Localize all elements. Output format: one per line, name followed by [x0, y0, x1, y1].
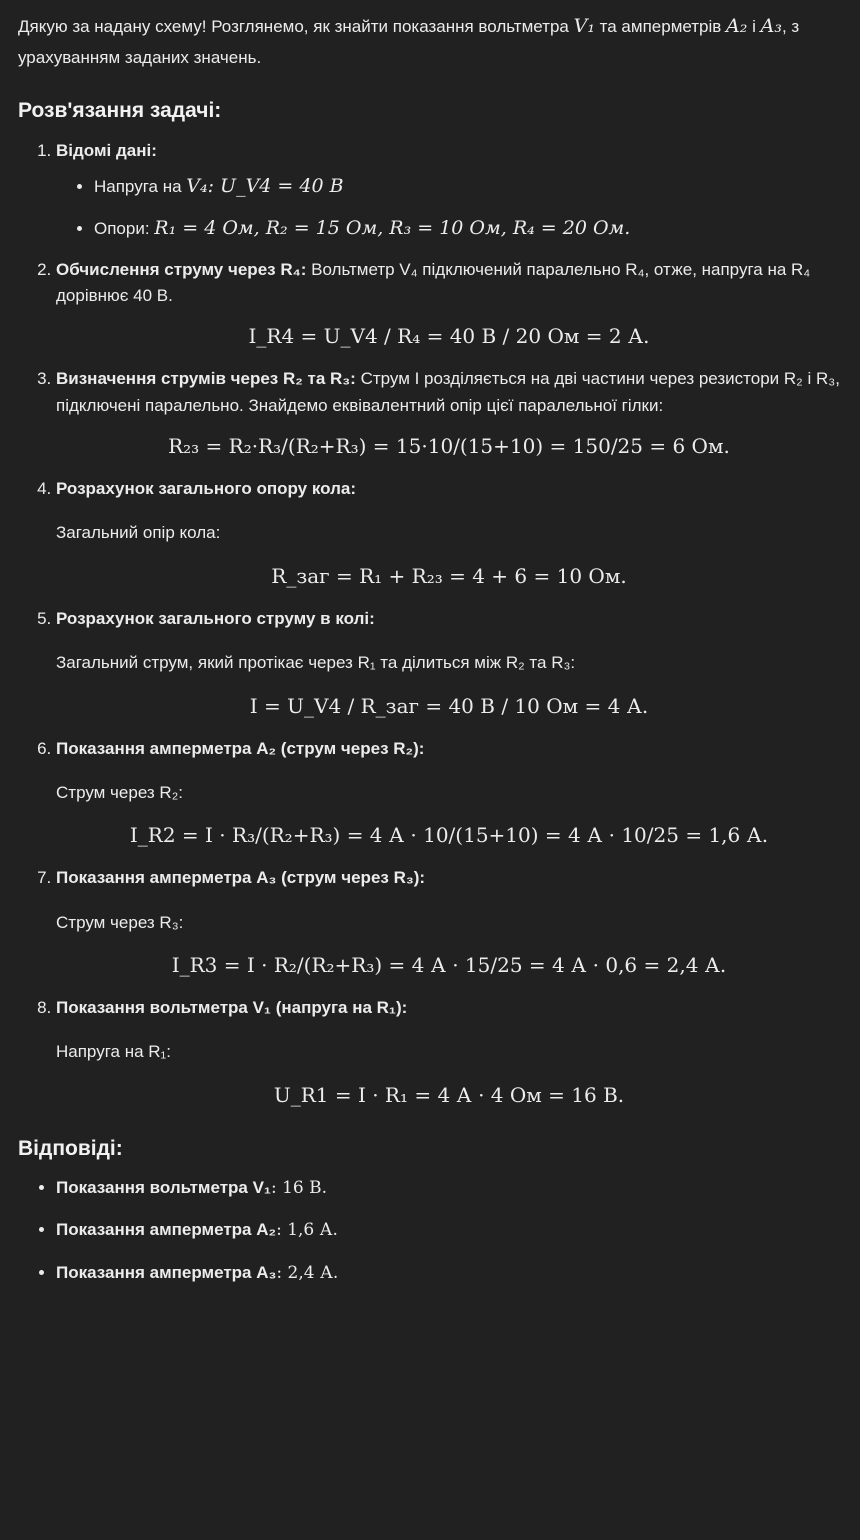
step-title: Визначення струмів через R₂ та R₃:: [56, 369, 356, 389]
known-data-list: [56, 172, 842, 244]
step-title: Розрахунок загального струму в колі:: [56, 608, 375, 628]
list-item: [56, 1260, 842, 1286]
step-title: Обчислення струму через R₄:: [56, 259, 307, 279]
step-ammeter-a2: [56, 736, 842, 852]
bullet-text: Опори:: [94, 219, 155, 239]
step-title: Показання амперметра A₃ (струм через R₃):: [56, 868, 426, 888]
equation-text: U_R1 = I · R₁ = 4 А · 4 Ом = 16 В.: [273, 1082, 625, 1107]
intro-text: Дякую за надану схему! Розглянемо, як знайти показання вольтметра: [18, 17, 574, 36]
list-item: [94, 172, 842, 201]
math-a2: A₂: [726, 15, 748, 37]
list-item: [94, 214, 842, 243]
answer-label: Показання вольтметра V₁: [56, 1178, 271, 1198]
answers-list: [18, 1175, 842, 1286]
step-text: Струм через R₃:: [56, 912, 184, 932]
step-known-data: [56, 138, 842, 244]
step-title: Відомі дані:: [56, 140, 157, 160]
list-item: [56, 1217, 842, 1243]
answer-label: Показання амперметра A₃: [56, 1262, 277, 1282]
step-voltmeter-v1: [56, 995, 842, 1111]
math-v1: V₁: [573, 15, 595, 37]
step-title: Показання амперметра A₂ (струм через R₂):: [56, 738, 425, 758]
math-a3: A₃: [760, 15, 782, 37]
step-current-r4: [56, 257, 842, 353]
step-text: Загальний струм, який протікає через R₁ та ділиться між R₂ та R₃:: [56, 653, 576, 673]
equation-text: I = U_V4 / R_заг = 40 В / 10 Ом = 4 А.: [249, 693, 649, 718]
math-inline: R₁ = 4 Ом, R₂ = 15 Ом, R₃ = 10 Ом, R₄ = 20 Ом.: [154, 217, 631, 240]
step-text: Струм через R₂:: [56, 782, 184, 802]
equation: [56, 820, 842, 851]
equation-text: I_R4 = U_V4 / R₄ = 40 В / 20 Ом = 2 А.: [248, 324, 650, 349]
equation-text: R_заг = R₁ + R₂₃ = 4 + 6 = 10 Ом.: [271, 563, 627, 588]
step-text: Струм I розділяється на дві частини через резистори R₂ і R₃, підключені паралельно. Знайдемо еквівалентний опір цієї паралельної гілки:: [56, 369, 840, 415]
intro-text: і: [747, 17, 761, 36]
answer-label: Показання амперметра A₂: [56, 1220, 277, 1240]
equation-text: I_R2 = I · R₃/(R₂+R₃) = 4 А · 10/(15+10) = 4 А · 10/25 = 1,6 А.: [129, 823, 769, 848]
bullet-text: Напруга на: [94, 176, 187, 196]
step-text: Загальний опір кола:: [56, 523, 221, 543]
solution-steps: [18, 138, 842, 1111]
equation: [56, 691, 842, 722]
step-title: Показання вольтметра V₁ (напруга на R₁):: [56, 997, 408, 1017]
step-total-resistance: [56, 476, 842, 592]
list-item: [56, 1175, 842, 1201]
equation-text: I_R3 = I · R₂/(R₂+R₃) = 4 А · 15/25 = 4 А · 0,6 = 2,4 А.: [171, 952, 727, 977]
equation: [56, 950, 842, 981]
step-currents-r2-r3: [56, 366, 842, 462]
solution-heading: Розв'язання задачі:: [18, 99, 222, 122]
math-inline: V₄: U_V4 = 40 В: [186, 174, 344, 197]
step-text: Напруга на R₁:: [56, 1042, 172, 1062]
equation: [56, 431, 842, 462]
equation: [56, 1080, 842, 1111]
intro-text: та амперметрів: [594, 17, 727, 36]
step-total-current: [56, 606, 842, 722]
intro-paragraph: [18, 10, 842, 73]
answer-value: : 1,6 А.: [276, 1220, 338, 1241]
answer-value: : 16 В.: [270, 1178, 328, 1199]
equation: [56, 321, 842, 352]
answer-value: : 2,4 А.: [276, 1262, 339, 1283]
answers-heading: Відповіді:: [18, 1136, 123, 1160]
answers-section: [18, 1133, 842, 1287]
step-ammeter-a3: [56, 865, 842, 981]
intro-text: , з урахуванням заданих значень.: [18, 17, 800, 68]
step-text: Вольтметр V₄ підключений паралельно R₄, отже, напруга на R₄ дорівнює 40 В.: [56, 259, 811, 306]
step-title: Розрахунок загального опору кола:: [56, 479, 356, 499]
equation-text: R₂₃ = R₂·R₃/(R₂+R₃) = 15·10/(15+10) = 150/25 = 6 Ом.: [168, 434, 730, 459]
equation: [56, 561, 842, 592]
